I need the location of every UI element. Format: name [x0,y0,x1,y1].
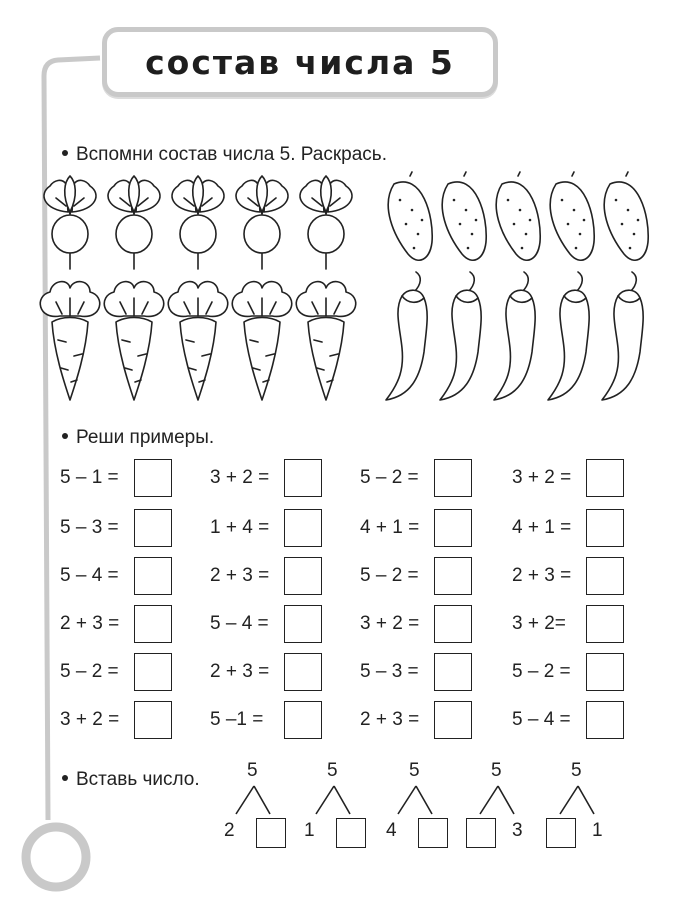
example-expression: 5 – 1 = [60,467,119,488]
number-tree [302,760,392,854]
example-item [360,458,472,498]
example-item [210,508,322,548]
example-expression: 5 – 2 = [360,467,419,488]
answer-box[interactable] [434,653,472,691]
tree-answer-box[interactable] [256,818,286,848]
example-item [512,508,624,548]
example-item [210,652,322,692]
carrot-icon [296,282,355,400]
cucumber-icon [604,172,648,260]
tree-top-number: 5 [409,760,420,781]
tree-answer-box[interactable] [546,818,576,848]
answer-box[interactable] [434,459,472,497]
example-item [360,700,472,740]
carrot-icon [40,282,99,400]
tree-answer-box[interactable] [336,818,366,848]
pepper-icon [386,272,427,400]
example-item [512,652,624,692]
carrot-icon [104,282,163,400]
tree-answer-box[interactable] [418,818,448,848]
tree-known-number: 1 [304,820,315,841]
radish-icon [172,176,224,269]
answer-box[interactable] [586,557,624,595]
answer-box[interactable] [434,701,472,739]
answer-box[interactable] [284,701,322,739]
cucumber-icon [496,172,540,260]
answer-box[interactable] [134,557,172,595]
example-item [60,458,172,498]
tree-top-number: 5 [247,760,258,781]
cucumber-icon [442,172,486,260]
example-item [60,604,172,644]
answer-box[interactable] [134,605,172,643]
example-item [210,604,322,644]
pepper-icon [602,272,643,400]
example-expression: 2 + 3 = [60,613,120,634]
example-expression: 3 + 2 = [360,613,420,634]
example-item [512,458,624,498]
example-item [60,700,172,740]
example-expression: 4 + 1 = [512,517,572,538]
cucumber-icon [550,172,594,260]
example-expression: 3 + 2= [512,613,566,634]
answer-box[interactable] [284,459,322,497]
tree-top-number: 5 [327,760,338,781]
tree-top-number: 5 [491,760,502,781]
carrot-icon [168,282,227,400]
example-expression: 2 + 3 = [210,565,270,586]
answer-box[interactable] [284,605,322,643]
example-item [210,458,322,498]
pepper-icon [548,272,589,400]
answer-box[interactable] [134,701,172,739]
answer-box[interactable] [586,459,624,497]
example-expression: 5 – 2 = [60,661,119,682]
pepper-icon [494,272,535,400]
example-item [210,700,322,740]
example-item [210,556,322,596]
answer-box[interactable] [586,605,624,643]
radish-icon [300,176,352,269]
cucumber-icon [388,172,432,260]
answer-box[interactable] [586,653,624,691]
pepper-icon [440,272,481,400]
answer-box[interactable] [134,509,172,547]
example-item [512,604,624,644]
answer-box[interactable] [586,701,624,739]
instruction-color: Вспомни состав числа 5. Раскрась. [62,144,387,166]
example-expression: 5 –1 = [210,709,264,730]
example-expression: 5 – 2 = [512,661,571,682]
example-item [60,556,172,596]
number-tree [466,760,556,854]
carrot-icon [232,282,291,400]
example-expression: 1 + 4 = [210,517,270,538]
example-expression: 5 – 2 = [360,565,419,586]
tree-known-number: 1 [592,820,603,841]
example-expression: 5 – 3 = [60,517,119,538]
instruction-insert: Вставь число. [62,769,200,791]
page-title: состав числа 5 [145,42,455,82]
radish-icon [236,176,288,269]
example-expression: 2 + 3 = [210,661,270,682]
number-tree [222,760,312,854]
example-expression: 3 + 2 = [210,467,270,488]
tree-known-number: 2 [224,820,235,841]
tree-answer-box[interactable] [466,818,496,848]
number-tree [546,760,636,854]
answer-box[interactable] [284,509,322,547]
answer-box[interactable] [284,653,322,691]
answer-box[interactable] [434,509,472,547]
bullet-icon [62,433,68,439]
example-expression: 3 + 2 = [512,467,572,488]
instruction-solve: Реши примеры. [62,427,214,449]
tree-known-number: 4 [386,820,397,841]
example-expression: 5 – 4 = [210,613,269,634]
example-item [512,556,624,596]
example-expression: 2 + 3 = [360,709,420,730]
answer-box[interactable] [284,557,322,595]
answer-box[interactable] [434,605,472,643]
example-item [60,508,172,548]
example-expression: 5 – 3 = [360,661,419,682]
tree-top-number: 5 [571,760,582,781]
example-item [512,700,624,740]
example-item [60,652,172,692]
number-tree [384,760,474,854]
answer-box[interactable] [434,557,472,595]
answer-box[interactable] [134,459,172,497]
tree-known-number: 3 [512,820,523,841]
example-expression: 5 – 4 = [60,565,119,586]
example-item [360,652,472,692]
example-expression: 4 + 1 = [360,517,420,538]
bullet-icon [62,775,68,781]
example-expression: 3 + 2 = [60,709,120,730]
example-expression: 2 + 3 = [512,565,572,586]
example-item [360,604,472,644]
answer-box[interactable] [134,653,172,691]
answer-box[interactable] [586,509,624,547]
example-item [360,556,472,596]
example-expression: 5 – 4 = [512,709,571,730]
radish-icon [108,176,160,269]
radish-icon [44,176,96,269]
example-item [360,508,472,548]
